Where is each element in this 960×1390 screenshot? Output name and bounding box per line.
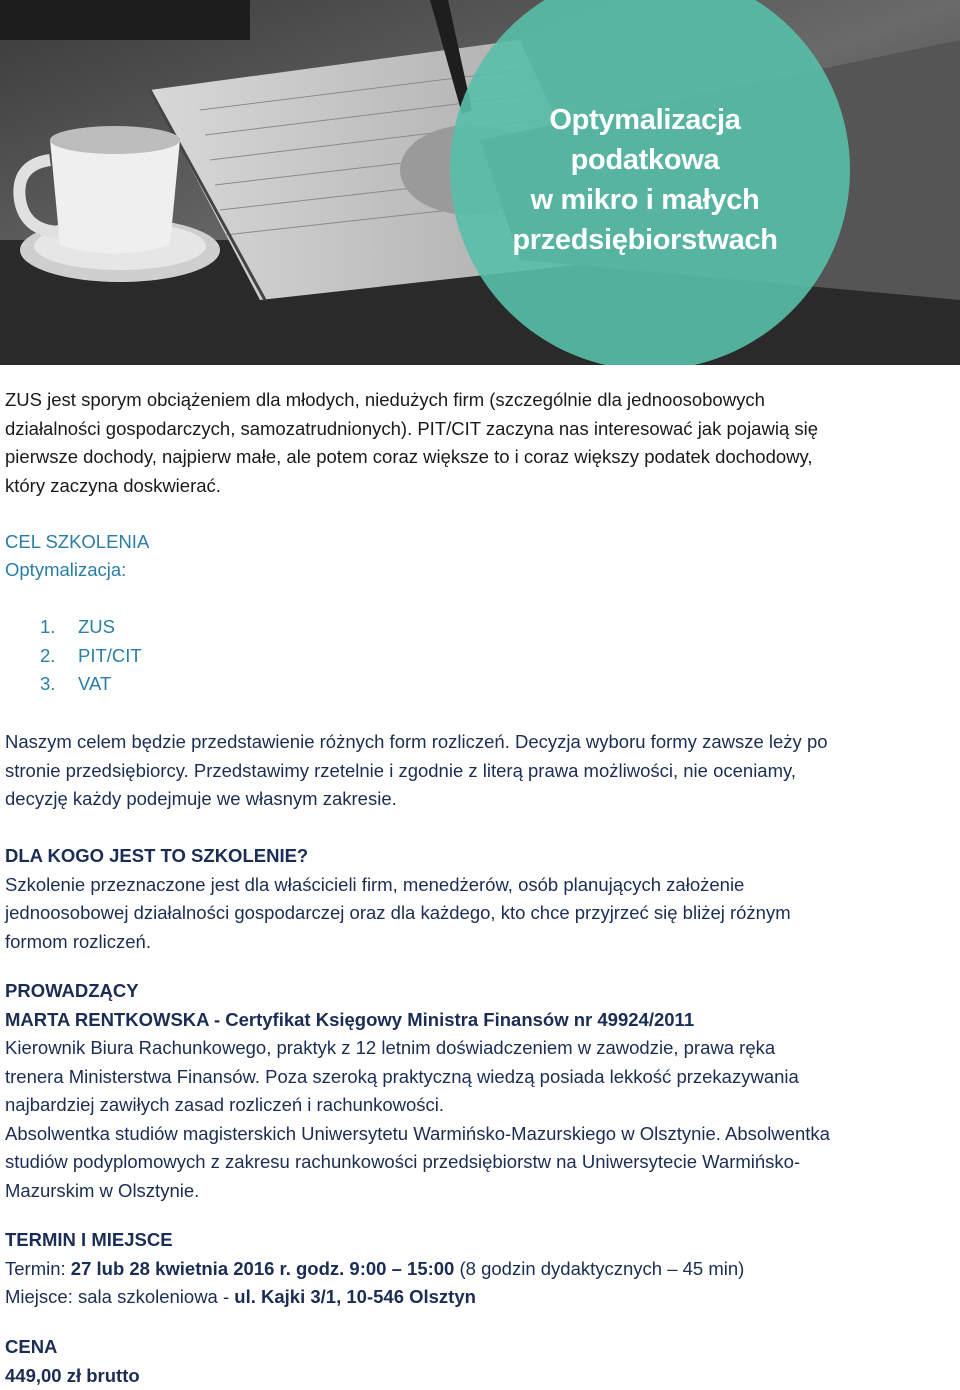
audience-line: jednoosobowej działalności gospodarczej oraz dla każdego, kto chce przyjrzeć się bliżej różnym [5,899,955,928]
date-value: 27 lub 28 kwietnia 2016 r. godz. 9:00 – 15:00 [71,1258,455,1279]
list-label: ZUS [78,613,115,642]
intro-line: działalności gospodarczych, samozatrudnionych). PIT/CIT zaczyna nas interesować jak pojawią się [5,415,955,444]
intro-paragraph [5,386,955,500]
trainer-line: najbardziej zawiłych zasad rozliczeń i rachunkowości. [5,1091,955,1120]
hero-title-line: Optymalizacja [470,100,820,140]
schedule-date [5,1255,955,1284]
list-number: 2. [40,642,78,671]
intro-line: ZUS jest sporym obciążeniem dla młodych, niedużych firm (szczególnie dla jednoosobowych [5,386,955,415]
hero-title-line: podatkowa [470,140,820,180]
hero-title [470,100,820,260]
trainer-section [5,977,955,1205]
intro-line: który zaczyna doskwierać. [5,472,955,501]
list-number: 1. [40,613,78,642]
goal-text [5,728,955,814]
schedule-section [5,1226,955,1312]
list-label: VAT [78,670,111,699]
goal-subheading: Optymalizacja: [5,556,955,585]
trainer-name: MARTA RENTKOWSKA - Certyfikat Księgowy Ministra Finansów nr 49924/2011 [5,1006,955,1035]
place-value: ul. Kajki 3/1, 10-546 Olsztyn [234,1286,476,1307]
date-label: Termin: [5,1258,66,1279]
trainer-line: Kierownik Biura Rachunkowego, praktyk z 12 letnim doświadczeniem w zawodzie, prawa ręka [5,1034,955,1063]
goal-text-line: stronie przedsiębiorcy. Przedstawimy rzetelnie i zgodnie z literą prawa możliwości, nie oceniamy, [5,757,955,786]
trainer-heading: PROWADZĄCY [5,977,955,1006]
audience-section [5,842,955,956]
audience-line: formom rozliczeń. [5,928,955,957]
hero-title-line: w mikro i małych [470,180,820,220]
trainer-line: trenera Ministerstwa Finansów. Poza szeroką praktyczną wiedzą posiada lekkość przekazywania [5,1063,955,1092]
trainer-line: Absolwentka studiów magisterskich Uniwersytetu Warmińsko-Mazurskiego w Olsztynie. Absolwentka [5,1120,955,1149]
price-heading: CENA [5,1333,955,1362]
goal-list [40,613,142,699]
goal-heading: CEL SZKOLENIA [5,528,955,557]
audience-heading: DLA KOGO JEST TO SZKOLENIE? [5,842,955,871]
trainer-line: studiów podyplomowych z zakresu rachunkowości przedsiębiorstw na Uniwersytecie Warmińsko- [5,1148,955,1177]
list-number: 3. [40,670,78,699]
schedule-place [5,1283,955,1312]
list-item [40,642,142,671]
goal-text-line: decyzję każdy podejmuje we własnym zakresie. [5,785,955,814]
price-section [5,1333,955,1390]
place-label: Miejsce: sala szkoleniowa - [5,1286,229,1307]
price-value: 449,00 zł brutto [5,1362,955,1390]
date-note: (8 godzin dydaktycznych – 45 min) [460,1258,745,1279]
intro-line: pierwsze dochody, najpierw małe, ale potem coraz większe to i coraz większy podatek dochodowy, [5,443,955,472]
hero-title-line: przedsiębiorstwach [470,220,820,260]
trainer-line: Mazurskim w Olsztynie. [5,1177,955,1206]
hero-banner [0,0,960,365]
audience-line: Szkolenie przeznaczone jest dla właścicieli firm, menedżerów, osób planujących założenie [5,871,955,900]
list-item [40,613,142,642]
list-label: PIT/CIT [78,642,142,671]
goal-text-line: Naszym celem będzie przedstawienie różnych form rozliczeń. Decyzja wyboru formy zawsze leży po [5,728,955,757]
schedule-heading: TERMIN I MIEJSCE [5,1226,955,1255]
list-item [40,670,142,699]
